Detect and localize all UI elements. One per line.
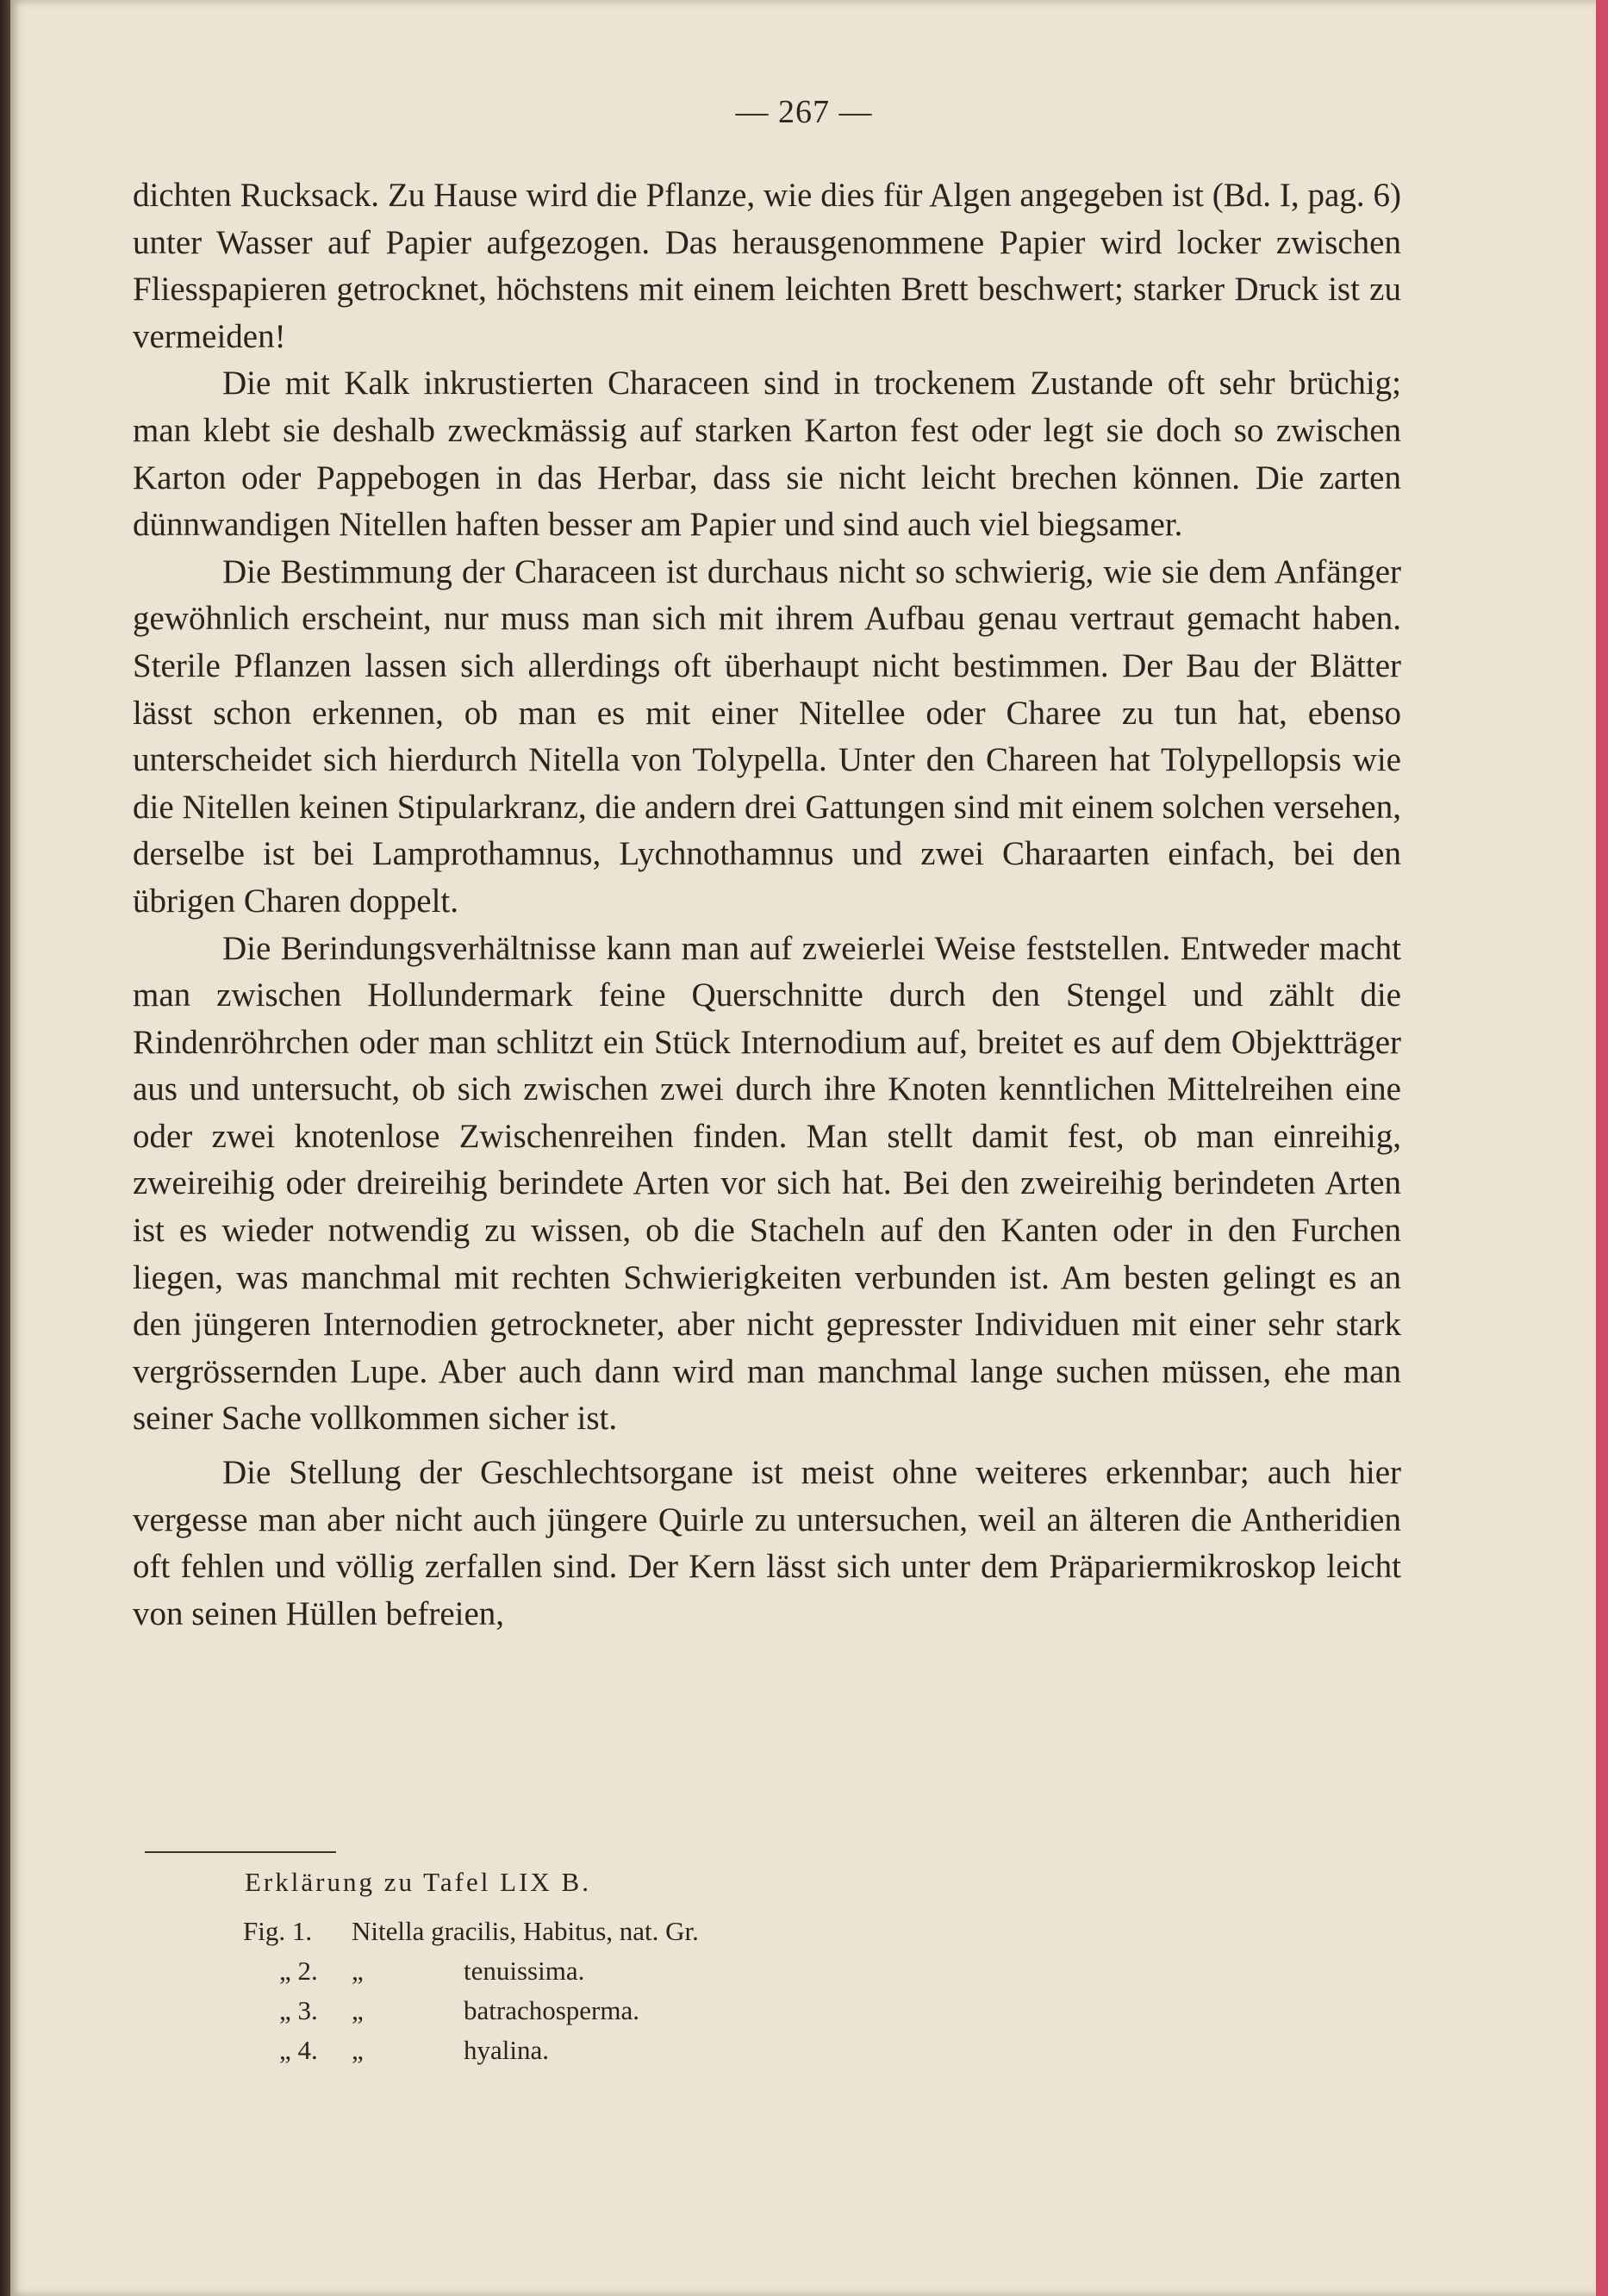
- paragraph-2: Die mit Kalk inkrustierten Characeen sind in trockenem Zustande oft sehr brüchig; man klebt sie deshalb zweckmässig auf starken Karton fest oder legt sie doch so zwischen Karton oder Pappebogen in das Herbar, dass sie nicht leicht brechen können. Die zarten dünnwandigen Nitellen haften besser am Papier und sind auch viel biegsamer.: [133, 365, 1401, 544]
- paragraph-1: dichten Rucksack. Zu Hause wird die Pflanze, wie dies für Algen angegeben ist (Bd. I, pag. 6) unter Wasser auf Papier aufgezogen. Das herausgenommene Papier wird locker zwischen Fliesspapieren getrocknet, höchstens mit einem leichten Brett beschwert; starker Druck ist zu vermeiden!: [133, 177, 1401, 355]
- paragraph-5: Die Stellung der Geschlechtsorgane ist meist ohne weiteres erkennbar; auch hier vergesse man aber nicht auch jüngere Quirle zu untersuchen, weil an älteren die Antheridien oft fehlen und völlig zerfallen sind. Der Kern lässt sich unter dem Präpariermikroskop leicht von seinen Hüllen befreien,: [133, 1454, 1401, 1632]
- page-number: — 267 —: [735, 94, 873, 130]
- footnote-heading: Erklärung zu Tafel LIX B.: [245, 1867, 591, 1897]
- fig-number: „ 3.: [279, 1995, 318, 2025]
- ditto-mark: „: [352, 1995, 364, 2025]
- page-edge-tab: [1596, 0, 1608, 2296]
- book-page: [10, 0, 1598, 2296]
- fig-number: „ 4.: [279, 2035, 318, 2065]
- paragraph-4: Die Berindungsverhältnisse kann man auf zweierlei Weise feststellen. Entweder macht man zwischen Hollundermark feine Querschnitte durch den Stengel und zählt die Rindenröhrchen oder man schlitzt ein Stück Internodium auf, breitet es auf dem Objektträger aus und untersucht, ob sich zwischen zwei durch ihre Knoten kenntlichen Mittelreihen eine oder zwei knotenlose Zwischenreihen finden. Man stellt damit fest, ob man einreihig, zweireihig oder dreireihig berindete Arten vor sich hat. Bei den zweireihig berindeten Arten ist es wieder notwendig zu wissen, ob die Stacheln auf den Kanten oder in den Furchen liegen, was manchmal mit rechten Schwierigkeiten verbunden ist. Am besten gelingt es an den jüngeren Internodien getrockneter, aber nicht gepresster Individuen mit einer sehr stark vergrössernden Lupe. Aber auch dann wird man manchmal lange suchen müssen, ehe man seiner Sache vollkommen sicher ist.: [133, 929, 1401, 1438]
- body-text: [133, 172, 1401, 1638]
- fig-caption: hyalina.: [464, 2035, 549, 2065]
- fig-number: Fig. 1.: [243, 1916, 313, 1946]
- fig-caption: tenuissima.: [464, 1956, 585, 1986]
- fig-number: „ 2.: [279, 1956, 318, 1986]
- footnote-rule: [145, 1851, 336, 1853]
- ditto-mark: „: [352, 1956, 364, 1986]
- paragraph-3: Die Bestimmung der Characeen ist durchaus nicht so schwierig, wie sie dem Anfänger gewöhnlich erscheint, nur muss man sich mit ihrem Aufbau genau vertraut gemacht haben. Sterile Pflanzen lassen sich allerdings oft überhaupt nicht bestimmen. Der Bau der Blätter lässt schon erkennen, ob man es mit einer Nitellee oder Charee zu tun hat, ebenso unterscheidet sich hierdurch Nitella von Tolypella. Unter den Chareen hat Tolypellopsis wie die Nitellen keinen Stipularkranz, die andern drei Gattungen sind mit einem solchen versehen, derselbe ist bei Lamprothamnus, Lychnothamnus und zwei Charaarten einfach, bei den übrigen Charen doppelt.: [133, 552, 1401, 920]
- ditto-mark: „: [352, 2035, 364, 2065]
- fig-caption: batrachosperma.: [464, 1995, 639, 2025]
- fig-caption: Nitella gracilis, Habitus, nat. Gr.: [352, 1916, 699, 1946]
